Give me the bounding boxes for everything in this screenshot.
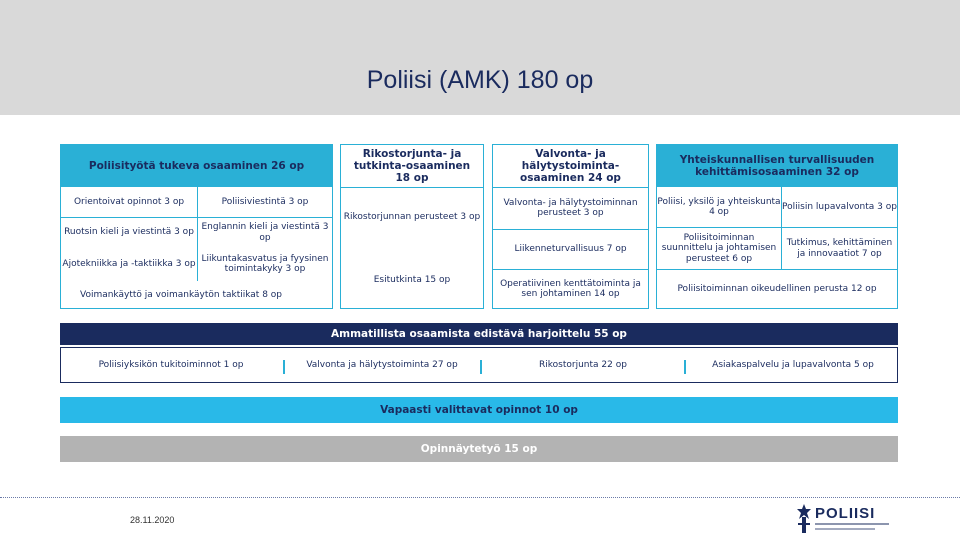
elective-studies-bar: Vapaasti valittavat opinnot 10 op <box>60 397 898 423</box>
course-cell: Poliisin lupavalvonta 3 op <box>781 187 897 227</box>
logo-subline <box>815 528 875 530</box>
slide-title: Poliisi (AMK) 180 op <box>366 66 594 94</box>
practice-item: Valvonta ja hälytystoiminta 27 op <box>306 359 458 370</box>
course-cell: Valvonta- ja hälytystoiminnan perusteet 3 op <box>503 197 638 218</box>
title-band <box>0 0 960 115</box>
course-cell: Esitutkinta 15 op <box>373 274 451 285</box>
column-header: Rikostorjunta- ja tutkinta-osaaminen 18 op <box>341 145 483 188</box>
practice-item: Rikostorjunta 22 op <box>539 359 627 370</box>
column-crime-prevention <box>340 144 484 309</box>
course-cell: Poliisi, yksilö ja yhteiskunta 4 op <box>657 196 781 217</box>
logo-subline <box>815 523 889 525</box>
footer-date: 28.11.2020 <box>130 515 175 525</box>
thesis-bar: Opinnäytetyö 15 op <box>60 436 898 462</box>
column-societal-security <box>656 144 898 309</box>
practice-item: Poliisiyksikön tukitoiminnot 1 op <box>98 359 244 370</box>
course-cell: Ruotsin kieli ja viestintä 3 op <box>61 217 197 247</box>
footer-divider <box>0 497 960 498</box>
curriculum-diagram <box>60 144 898 464</box>
course-cell: Liikuntakasvatus ja fyysinen toimintakyky 3 op <box>197 247 332 281</box>
practice-divider <box>480 360 482 374</box>
practice-divider <box>283 360 285 374</box>
course-cell: Tutkimus, kehittäminen ja innovaatiot 7 op <box>781 227 897 269</box>
course-cell: Rikostorjunnan perusteet 3 op <box>343 211 481 222</box>
course-cell: Ajotekniikka ja -taktiikka 3 op <box>62 258 196 269</box>
column-patrol-response <box>492 144 649 309</box>
practice-item: Asiakaspalvelu ja lupavalvonta 5 op <box>712 359 874 370</box>
course-cell: Voimankäyttö ja voimankäytön taktiikat 8 op <box>79 289 282 300</box>
column-support-skills <box>60 144 333 309</box>
course-cell: Englannin kieli ja viestintä 3 op <box>197 217 332 247</box>
course-cell: Poliisitoiminnan suunnittelu ja johtamisen perusteet 6 op <box>657 227 781 269</box>
logo-wordmark: POLIISI <box>815 505 876 522</box>
police-badge-icon <box>795 503 813 535</box>
column-header: Valvonta- ja hälytystoiminta-osaaminen 24 op <box>493 145 648 188</box>
course-cell: Liikenneturvallisuus 7 op <box>493 229 648 269</box>
course-cell: Orientoivat opinnot 3 op <box>73 196 185 207</box>
course-cell: Poliisitoiminnan oikeudellinen perusta 12 op <box>657 269 897 308</box>
practice-divider <box>684 360 686 374</box>
course-cell: Poliisiviestintä 3 op <box>197 187 332 217</box>
column-header: Yhteiskunnallisen turvallisuuden kehittämisosaaminen 32 op <box>657 145 897 187</box>
column-header: Poliisityötä tukeva osaaminen 26 op <box>61 145 332 187</box>
practice-row <box>60 347 898 383</box>
poliisi-logo <box>795 502 895 536</box>
practice-header: Ammatillista osaamista edistävä harjoittelu 55 op <box>60 323 898 345</box>
course-cell: Operatiivinen kenttätoiminta ja sen johtaminen 14 op <box>493 269 648 308</box>
